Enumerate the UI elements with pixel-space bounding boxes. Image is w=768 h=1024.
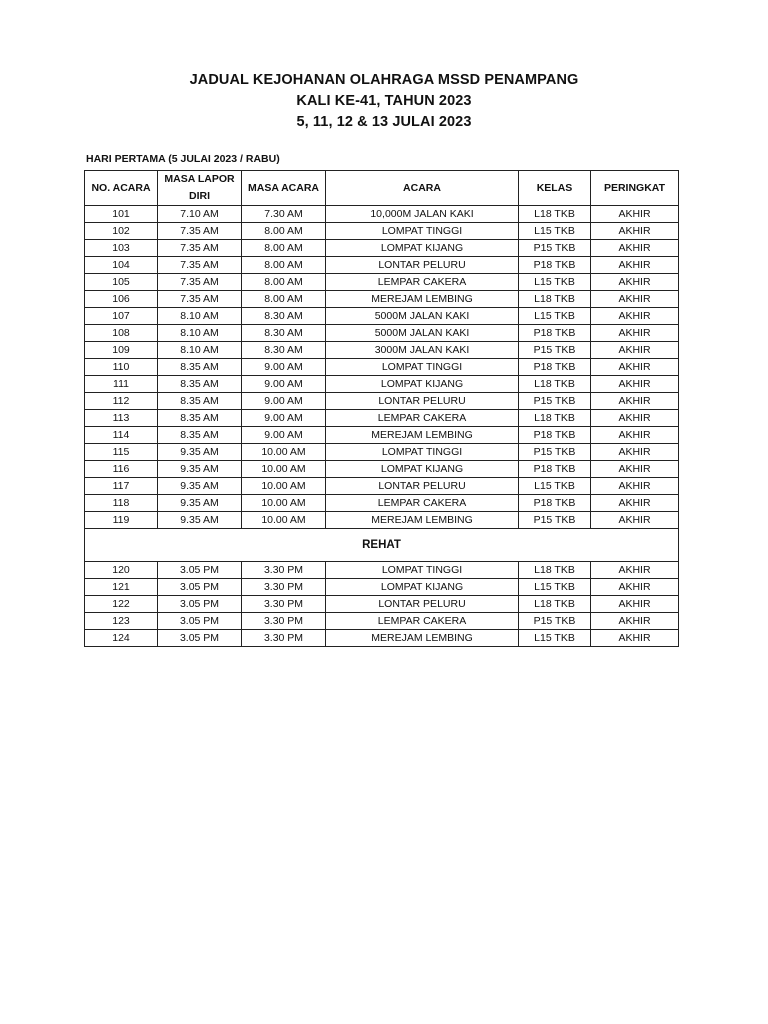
cell-masa-lapor: 3.05 PM — [158, 562, 242, 579]
cell-peringkat: AKHIR — [591, 579, 679, 596]
table-row — [85, 325, 679, 342]
cell-peringkat: AKHIR — [591, 257, 679, 274]
cell-kelas: P15 TKB — [519, 240, 591, 257]
cell-kelas: P18 TKB — [519, 359, 591, 376]
cell-masa-lapor: 8.10 AM — [158, 308, 242, 325]
cell-peringkat: AKHIR — [591, 240, 679, 257]
break-section — [85, 529, 679, 562]
cell-acara: LEMPAR CAKERA — [326, 410, 519, 427]
cell-acara: LOMPAT TINGGI — [326, 359, 519, 376]
cell-acara: 5000M JALAN KAKI — [326, 325, 519, 342]
cell-kelas: P15 TKB — [519, 393, 591, 410]
table-row — [85, 461, 679, 478]
cell-no-acara: 121 — [85, 579, 158, 596]
cell-masa-acara: 9.00 AM — [242, 410, 326, 427]
table-row — [85, 223, 679, 240]
cell-kelas: L18 TKB — [519, 410, 591, 427]
header-kelas: KELAS — [519, 171, 591, 206]
cell-kelas: P18 TKB — [519, 325, 591, 342]
cell-peringkat: AKHIR — [591, 359, 679, 376]
cell-kelas: L18 TKB — [519, 376, 591, 393]
cell-masa-acara: 10.00 AM — [242, 478, 326, 495]
header-masa-lapor-line2: DIRI — [189, 190, 210, 202]
cell-peringkat: AKHIR — [591, 596, 679, 613]
document-title — [0, 70, 768, 133]
cell-masa-lapor: 3.05 PM — [158, 579, 242, 596]
schedule-table — [84, 170, 679, 647]
cell-masa-lapor: 8.35 AM — [158, 410, 242, 427]
cell-kelas: P18 TKB — [519, 495, 591, 512]
table-row — [85, 308, 679, 325]
cell-kelas: L15 TKB — [519, 223, 591, 240]
cell-peringkat: AKHIR — [591, 325, 679, 342]
cell-peringkat: AKHIR — [591, 444, 679, 461]
cell-kelas: L18 TKB — [519, 291, 591, 308]
cell-acara: LONTAR PELURU — [326, 596, 519, 613]
cell-peringkat: AKHIR — [591, 342, 679, 359]
cell-peringkat: AKHIR — [591, 274, 679, 291]
cell-kelas: P18 TKB — [519, 257, 591, 274]
cell-kelas: L15 TKB — [519, 579, 591, 596]
cell-acara: MEREJAM LEMBING — [326, 630, 519, 647]
break-row — [85, 529, 679, 562]
cell-masa-acara: 8.00 AM — [242, 291, 326, 308]
cell-masa-acara: 8.00 AM — [242, 274, 326, 291]
cell-no-acara: 101 — [85, 206, 158, 223]
cell-peringkat: AKHIR — [591, 308, 679, 325]
cell-kelas: L15 TKB — [519, 274, 591, 291]
cell-kelas: L18 TKB — [519, 562, 591, 579]
header-no-acara: NO. ACARA — [85, 171, 158, 206]
table-row — [85, 342, 679, 359]
cell-masa-lapor: 8.35 AM — [158, 359, 242, 376]
cell-no-acara: 109 — [85, 342, 158, 359]
cell-acara: LOMPAT KIJANG — [326, 579, 519, 596]
cell-masa-acara: 8.30 AM — [242, 325, 326, 342]
table-row — [85, 291, 679, 308]
header-peringkat: PERINGKAT — [591, 171, 679, 206]
cell-peringkat: AKHIR — [591, 630, 679, 647]
table-row — [85, 410, 679, 427]
cell-masa-lapor: 9.35 AM — [158, 461, 242, 478]
cell-no-acara: 113 — [85, 410, 158, 427]
cell-kelas: L15 TKB — [519, 478, 591, 495]
cell-acara: LOMPAT TINGGI — [326, 223, 519, 240]
cell-masa-acara: 8.00 AM — [242, 257, 326, 274]
cell-peringkat: AKHIR — [591, 613, 679, 630]
afternoon-rows — [85, 562, 679, 647]
cell-acara: LOMPAT TINGGI — [326, 444, 519, 461]
table-row — [85, 274, 679, 291]
cell-masa-lapor: 8.10 AM — [158, 342, 242, 359]
table-row — [85, 427, 679, 444]
title-line-3: 5, 11, 12 & 13 JULAI 2023 — [296, 114, 472, 130]
cell-kelas: P15 TKB — [519, 444, 591, 461]
cell-masa-acara: 10.00 AM — [242, 495, 326, 512]
cell-masa-acara: 3.30 PM — [242, 579, 326, 596]
cell-no-acara: 108 — [85, 325, 158, 342]
cell-peringkat: AKHIR — [591, 291, 679, 308]
cell-peringkat: AKHIR — [591, 206, 679, 223]
cell-masa-lapor: 7.35 AM — [158, 257, 242, 274]
cell-masa-acara: 9.00 AM — [242, 376, 326, 393]
cell-masa-acara: 9.00 AM — [242, 427, 326, 444]
table-row — [85, 206, 679, 223]
cell-masa-lapor: 8.35 AM — [158, 427, 242, 444]
cell-no-acara: 111 — [85, 376, 158, 393]
cell-masa-lapor: 7.35 AM — [158, 291, 242, 308]
cell-masa-lapor: 8.10 AM — [158, 325, 242, 342]
break-label: REHAT — [85, 529, 679, 562]
cell-no-acara: 103 — [85, 240, 158, 257]
cell-masa-acara: 7.30 AM — [242, 206, 326, 223]
cell-masa-lapor: 9.35 AM — [158, 495, 242, 512]
cell-kelas: P18 TKB — [519, 427, 591, 444]
cell-acara: 3000M JALAN KAKI — [326, 342, 519, 359]
cell-no-acara: 107 — [85, 308, 158, 325]
cell-masa-lapor: 9.35 AM — [158, 512, 242, 529]
cell-masa-lapor: 3.05 PM — [158, 630, 242, 647]
cell-peringkat: AKHIR — [591, 376, 679, 393]
cell-acara: LOMPAT TINGGI — [326, 562, 519, 579]
cell-no-acara: 102 — [85, 223, 158, 240]
cell-peringkat: AKHIR — [591, 410, 679, 427]
cell-kelas: L15 TKB — [519, 630, 591, 647]
cell-no-acara: 120 — [85, 562, 158, 579]
cell-no-acara: 104 — [85, 257, 158, 274]
cell-masa-acara: 3.30 PM — [242, 613, 326, 630]
cell-peringkat: AKHIR — [591, 223, 679, 240]
table-row — [85, 240, 679, 257]
cell-acara: MEREJAM LEMBING — [326, 427, 519, 444]
cell-no-acara: 110 — [85, 359, 158, 376]
cell-peringkat: AKHIR — [591, 393, 679, 410]
cell-acara: LONTAR PELURU — [326, 257, 519, 274]
cell-no-acara: 118 — [85, 495, 158, 512]
cell-no-acara: 112 — [85, 393, 158, 410]
cell-peringkat: AKHIR — [591, 461, 679, 478]
header-masa-lapor — [158, 171, 242, 206]
table-row — [85, 613, 679, 630]
table-row — [85, 478, 679, 495]
cell-masa-lapor: 3.05 PM — [158, 613, 242, 630]
cell-masa-lapor: 7.10 AM — [158, 206, 242, 223]
table-row — [85, 579, 679, 596]
cell-acara: 5000M JALAN KAKI — [326, 308, 519, 325]
cell-masa-acara: 8.00 AM — [242, 240, 326, 257]
cell-masa-acara: 10.00 AM — [242, 444, 326, 461]
cell-kelas: L18 TKB — [519, 596, 591, 613]
cell-masa-lapor: 7.35 AM — [158, 240, 242, 257]
title-line-1: JADUAL KEJOHANAN OLAHRAGA MSSD PENAMPANG — [189, 72, 579, 88]
cell-masa-acara: 9.00 AM — [242, 393, 326, 410]
cell-acara: LOMPAT KIJANG — [326, 461, 519, 478]
cell-no-acara: 105 — [85, 274, 158, 291]
cell-masa-acara: 10.00 AM — [242, 512, 326, 529]
cell-acara: LONTAR PELURU — [326, 478, 519, 495]
cell-masa-acara: 8.00 AM — [242, 223, 326, 240]
table-row — [85, 376, 679, 393]
cell-peringkat: AKHIR — [591, 495, 679, 512]
cell-masa-lapor: 7.35 AM — [158, 274, 242, 291]
cell-no-acara: 124 — [85, 630, 158, 647]
cell-masa-acara: 8.30 AM — [242, 308, 326, 325]
cell-masa-acara: 3.30 PM — [242, 596, 326, 613]
cell-acara: LOMPAT KIJANG — [326, 376, 519, 393]
table-row — [85, 359, 679, 376]
cell-acara: MEREJAM LEMBING — [326, 512, 519, 529]
cell-kelas: P15 TKB — [519, 613, 591, 630]
cell-masa-acara: 8.30 AM — [242, 342, 326, 359]
table-row — [85, 596, 679, 613]
cell-peringkat: AKHIR — [591, 512, 679, 529]
cell-masa-acara: 3.30 PM — [242, 562, 326, 579]
header-masa-lapor-line1: MASA LAPOR — [164, 173, 235, 185]
cell-peringkat: AKHIR — [591, 562, 679, 579]
cell-masa-lapor: 9.35 AM — [158, 478, 242, 495]
cell-no-acara: 114 — [85, 427, 158, 444]
cell-masa-lapor: 3.05 PM — [158, 596, 242, 613]
cell-peringkat: AKHIR — [591, 478, 679, 495]
table-row — [85, 495, 679, 512]
cell-kelas: P15 TKB — [519, 342, 591, 359]
cell-no-acara: 117 — [85, 478, 158, 495]
cell-acara: LEMPAR CAKERA — [326, 613, 519, 630]
table-row — [85, 562, 679, 579]
cell-masa-acara: 9.00 AM — [242, 359, 326, 376]
cell-masa-acara: 10.00 AM — [242, 461, 326, 478]
cell-no-acara: 119 — [85, 512, 158, 529]
cell-kelas: P18 TKB — [519, 461, 591, 478]
header-acara: ACARA — [326, 171, 519, 206]
cell-no-acara: 123 — [85, 613, 158, 630]
cell-acara: LOMPAT KIJANG — [326, 240, 519, 257]
cell-kelas: L15 TKB — [519, 308, 591, 325]
cell-masa-lapor: 7.35 AM — [158, 223, 242, 240]
table-row — [85, 630, 679, 647]
table-header-row — [85, 171, 679, 206]
cell-peringkat: AKHIR — [591, 427, 679, 444]
cell-kelas: P15 TKB — [519, 512, 591, 529]
cell-no-acara: 122 — [85, 596, 158, 613]
cell-masa-acara: 3.30 PM — [242, 630, 326, 647]
title-line-2: KALI KE-41, TAHUN 2023 — [296, 93, 472, 109]
cell-masa-lapor: 9.35 AM — [158, 444, 242, 461]
morning-rows — [85, 206, 679, 529]
cell-no-acara: 116 — [85, 461, 158, 478]
cell-no-acara: 106 — [85, 291, 158, 308]
cell-acara: LEMPAR CAKERA — [326, 274, 519, 291]
table-row — [85, 393, 679, 410]
cell-acara: LEMPAR CAKERA — [326, 495, 519, 512]
cell-kelas: L18 TKB — [519, 206, 591, 223]
cell-no-acara: 115 — [85, 444, 158, 461]
table-row — [85, 512, 679, 529]
cell-acara: MEREJAM LEMBING — [326, 291, 519, 308]
table-row — [85, 444, 679, 461]
day-label: HARI PERTAMA (5 JULAI 2023 / RABU) — [86, 153, 280, 165]
header-masa-acara: MASA ACARA — [242, 171, 326, 206]
table-row — [85, 257, 679, 274]
cell-masa-lapor: 8.35 AM — [158, 393, 242, 410]
cell-acara: LONTAR PELURU — [326, 393, 519, 410]
cell-acara: 10,000M JALAN KAKI — [326, 206, 519, 223]
cell-masa-lapor: 8.35 AM — [158, 376, 242, 393]
